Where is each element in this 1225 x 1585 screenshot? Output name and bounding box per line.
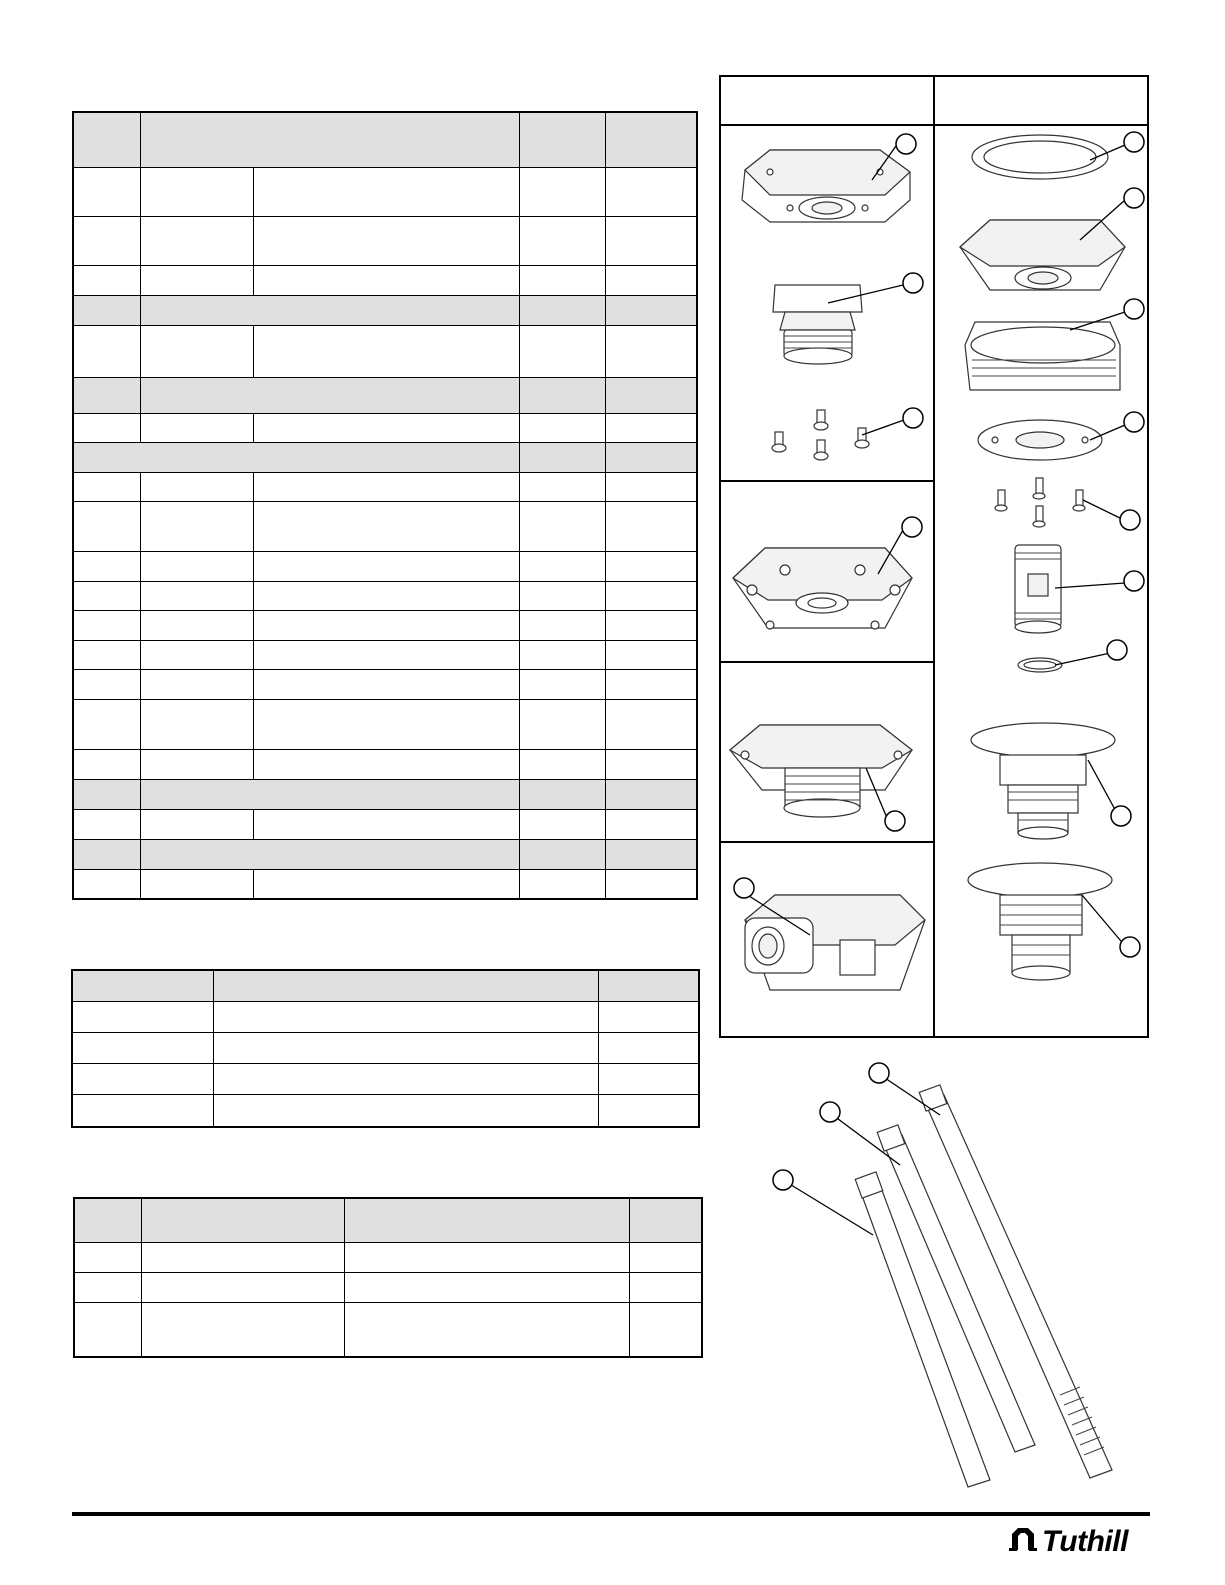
footer-rule [72,1512,1150,1516]
callout-circle [869,1063,889,1083]
callout-circle [1120,510,1140,530]
side-port-housing-illustration [745,895,925,990]
callout-circle [1124,412,1144,432]
screws-illustration [995,478,1085,527]
callout-circle [820,1102,840,1122]
nipple-fitting-illustration [1015,545,1061,633]
bung-adapter-illustration [773,285,862,364]
callout-circle [1124,299,1144,319]
gasket-ring-illustration [972,135,1108,179]
callout-circle [903,408,923,428]
callout-circle [1120,937,1140,957]
bung-body-alt-illustration [968,863,1112,980]
upper-flange-illustration [960,220,1125,290]
callout-circle [734,878,754,898]
bung-body-illustration [971,723,1115,839]
brand-name: Tuthill [1042,1524,1128,1558]
callout-circle [773,1170,793,1190]
callout-circle [885,811,905,831]
suction-tubes-illustration [855,1085,1112,1487]
tuthill-logo-icon [1008,1524,1038,1559]
bolts-illustration [772,410,869,460]
brand-logo [1008,1524,1128,1559]
callout-circle [903,273,923,293]
callout-circle [1124,571,1144,591]
mounting-plate-illustration [978,420,1102,460]
callout-circle [1111,806,1131,826]
callout-circle [1124,132,1144,152]
callout-circle [896,134,916,154]
callout-circle [1124,188,1144,208]
ring-housing-illustration [965,322,1120,390]
threaded-flange-illustration [730,725,912,817]
callout-circle [1107,640,1127,660]
callout-circle [902,517,922,537]
